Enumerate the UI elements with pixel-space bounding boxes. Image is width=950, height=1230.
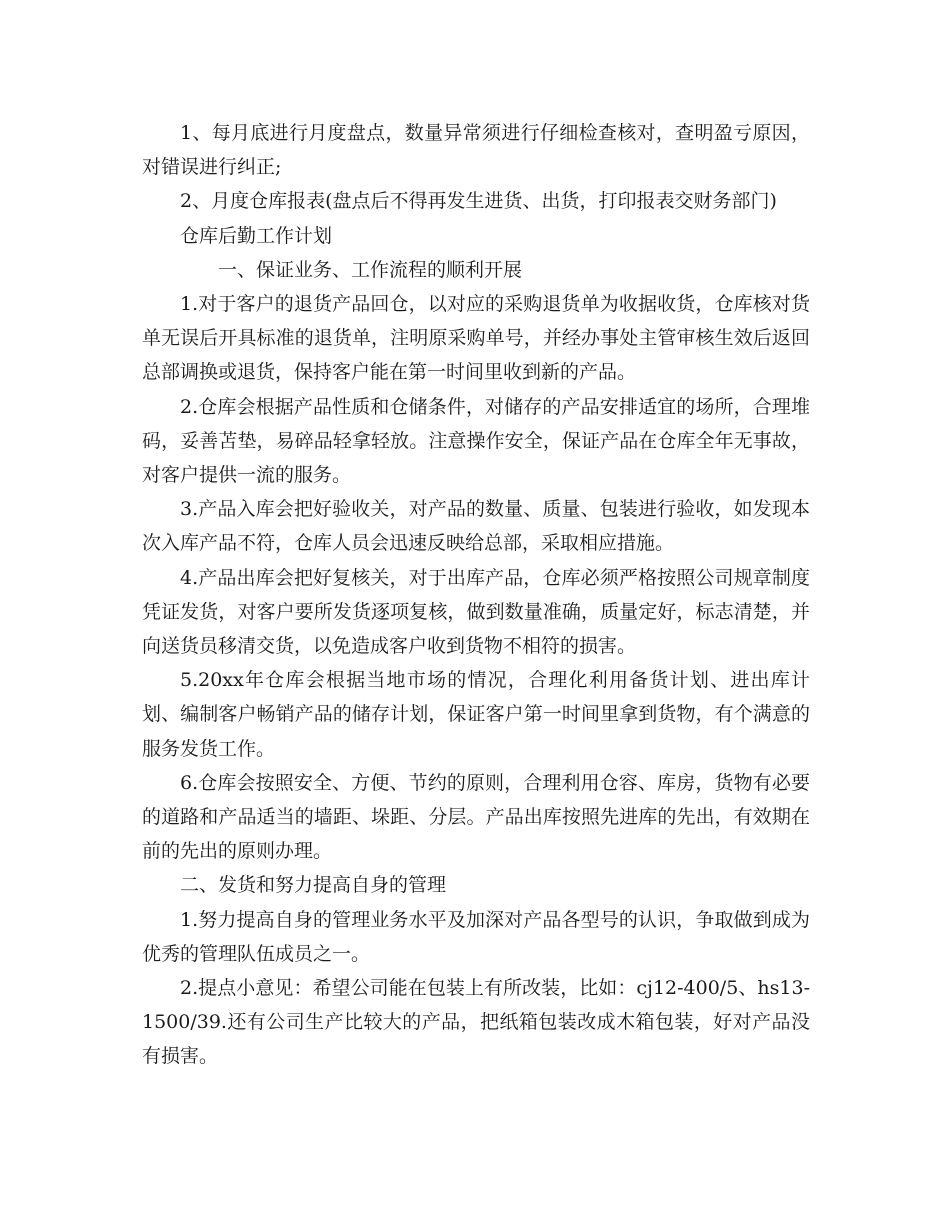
paragraph-monthly-inventory: 1、每月底进行月度盘点，数量异常须进行仔细检查核对，查明盈亏原因，对错误进行纠正;: [142, 122, 810, 179]
paragraph-section-two-item-2: 2.提点小意见：希望公司能在包装上有所改装，比如：cj12-400/5、hs13-1500/39.还有公司生产比较大的产品，把纸箱包装改成木箱包装，好对产品没有损害。: [142, 977, 810, 1068]
paragraph-section-two-item-1: 1.努力提高自身的管理业务水平及加深对产品各型号的认识，争取做到成为优秀的管理队伍成员之一。: [142, 908, 810, 965]
heading-section-one: 一、保证业务、工作流程的顺利开展: [218, 258, 523, 281]
paragraph-item-4: 4.产品出库会把好复核关，对于出库产品，仓库必须严格按照公司规章制度凭证发货，对客户要所发货逐项复核，做到数量准确，质量定好，标志清楚，并向送货员移清交货，以免造成客户收到货物不相符的损害。: [142, 566, 810, 658]
paragraph-item-6: 6.仓库会按照安全、方便、节约的原则，合理利用仓容、库房，货物有必要的道路和产品适当的墙距、垛距、分层。产品出库按照先进库的先出，有效期在前的先出的原则办理。: [142, 771, 810, 863]
section-title-warehouse-plan: 仓库后勤工作计划: [180, 224, 333, 247]
paragraph-item-5: 5.20xx年仓库会根据当地市场的情况，合理化利用备货计划、进出库计划、编制客户畅销产品的储存计划，保证客户第一时间里拿到货物，有个满意的服务发货工作。: [142, 669, 810, 760]
paragraph-item-2: 2.仓库会根据产品性质和仓储条件，对储存的产品安排适宜的场所，合理堆码，妥善苫垫，易碎品轻拿轻放。注意操作安全，保证产品在仓库全年无事故，对客户提供一流的服务。: [142, 395, 810, 487]
paragraph-item-3: 3.产品入库会把好验收关，对产品的数量、质量、包装进行验收，如发现本次入库产品不符，仓库人员会迅速反映给总部，采取相应措施。: [142, 498, 810, 555]
heading-section-two: 二、发货和努力提高自身的管理: [180, 874, 447, 897]
paragraph-monthly-report: 2、月度仓库报表(盘点后不得再发生进货、出货，打印报表交财务部门): [180, 190, 777, 213]
document-body: [142, 116, 810, 1074]
paragraph-item-1: 1.对于客户的退货产品回仓，以对应的采购退货单为收据收货，仓库核对货单无误后开具标准的退货单，注明原采购单号，并经办事处主管审核生效后返回总部调换或退货，保持客户能在第一时间里收到新的产品。: [142, 293, 810, 384]
